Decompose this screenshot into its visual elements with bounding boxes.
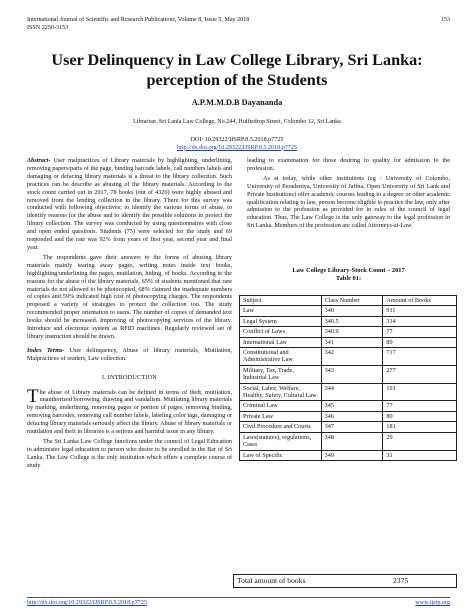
table-row	[240, 306, 457, 316]
author-name: A.P.M.M.D.B Dayananda	[191, 98, 283, 107]
index-terms-text: User delinquency, Abuse of library materials, Mutilation, Malpractices of readers, Law collection.	[27, 346, 233, 362]
table-title: Law College Library-Stock Count – 2017	[292, 267, 405, 274]
table-row	[240, 337, 457, 347]
cell-amount: 911	[383, 306, 457, 316]
cell-amount: 77	[383, 327, 457, 337]
intro-paragraph-1: The abuse of Library materials can be defined in terms of theft, mutilation, unauthorized borrowing, drawing and vandalism. Mutilating library materials by marking, underlining, removing pages or portion of pages, removing binding, removing barcodes, removing call number labels, labeling color tags, damaging or defacing library materials seriously affect the library. Abuse of library materials or mutilation and theft in libraries is a serious and harmful issue in any library.	[27, 385, 232, 436]
cell-class-number: 342	[321, 348, 383, 366]
intro-paragraph-2: The Sri Lanka Law College functions under the council of Legal Education to administer legal education to person who desire to be enrolled in the Bar of Sri Lanka. The Law College is the only institution which offers a complete course of study	[27, 438, 232, 469]
abstract-paragraph-2: The respondents gave their answers to the forms of abusing library materials mainly tearing away pages, writing notes inside text books, highlighting/underlining the pages, mutilation, hiding, of books. According to the reasons for the abuse of the library materials, 65% of students mentioned that rare materials do not allowed to be photocopied, 68% claimed the inadequate numbers of copies and 59% indicated high cost of photocopying charges. The respondents proposed a variety of strategies to protect the collection too. The study recommended proper orientation to users. The number of copies of demanded text books should be increased. Improving of photocopying services of the library. Introduce and electronic system as RFID machines. Regularly reviewed set of library instruction should be drawn.	[27, 253, 232, 340]
cell-class-number: 344	[321, 383, 383, 401]
cell-amount: 77	[383, 401, 457, 411]
cell-class-number: 343	[321, 365, 383, 383]
doi-link[interactable]: http://dx.doi.org/10.29322/IJSRP.8.5.2018.p7725	[177, 144, 297, 151]
table-row	[240, 348, 457, 366]
cell-subject: Civil Procedure and Courts	[240, 422, 322, 432]
table-row	[240, 327, 457, 337]
abstract-text: User malpractices of Library materials by highlighting, underlining, removing papers/parts of the page, binding barcode labels, call numbers labels and damaging or defacing library materials is a threat to the library collection. Such practices can be describe as abusing of the library materials. According to the stock count carried out in 2017, 78 books (out of 4320) were highly abused and removed from the lending collection in the library. There for this survey was conducted with following objectives; to identify the various forms of abuse, to identify reasons for the abuse and to identify the possible solutions to protect the library collection. The survey was conducted by using questionnaires with close and open ended questions. Students (75) were selected for the study and 69 responded and the rate was 92% from years of first year, second year and final year.	[27, 157, 232, 251]
journal-name: International Journal of Scientific and Research Publications, Volume 8, Issue 5, May 2018	[27, 17, 250, 23]
cell-subject: Laws(statutes), regulations, Cases	[240, 432, 322, 450]
table-row	[240, 450, 457, 460]
introduction-heading: I. INTRODUCTION	[102, 373, 157, 381]
total-row	[233, 574, 457, 588]
cell-subject: Social, Labor, Welfare, Healthy, Safety, Cultural Law	[240, 383, 322, 401]
cell-class-number: 348	[321, 432, 383, 450]
cell-subject: Law	[240, 306, 322, 316]
table-row	[240, 411, 457, 421]
right-paragraph-2: As at today, while other institutions (eg : University of Colombo, University of Peradeniya, University of Jaffna, Open University of Sri Lank and Private Institutions) offer academic courses leading to a degree or other academic qualification relating to law, person become eligible to practice the law, only after admission to the profession as provided for in rules of the council of legal education. Thus, The Law College is the only gateway to the legal profession in Sri Lanka. Members of the profession are called Attorneys-at-Law.	[247, 174, 450, 230]
cell-class-number: 340	[321, 306, 383, 316]
cell-amount: 80	[383, 411, 457, 421]
table-row	[240, 422, 457, 432]
cell-subject: Criminal Law	[240, 401, 322, 411]
cell-amount: 181	[383, 422, 457, 432]
total-label: Total amount of books	[237, 576, 306, 585]
table-caption	[247, 267, 450, 283]
table-row	[240, 383, 457, 401]
header-class-number: Class Number	[321, 296, 383, 306]
cell-class-number: 346	[321, 411, 383, 421]
page-number: 153	[440, 17, 450, 23]
doi-block	[0, 137, 474, 152]
table-row	[240, 432, 457, 450]
cell-subject: Legal System	[240, 316, 322, 326]
cell-class-number: 340.5	[321, 316, 383, 326]
header-subject: Subject	[240, 296, 322, 306]
cell-class-number: 341	[321, 337, 383, 347]
journal-header	[27, 17, 249, 32]
author-affiliation: Librarian. Sri Lanla Law College, No.244, Hulftsdrop Street, Colombo 12, Sri Lanka	[133, 119, 341, 125]
table-row	[240, 365, 457, 383]
cell-amount: 717	[383, 348, 457, 366]
cell-subject: International Law	[240, 337, 322, 347]
cell-amount: 31	[383, 450, 457, 460]
left-column	[27, 157, 232, 472]
cell-amount: 89	[383, 337, 457, 347]
cell-subject: Law of Specific	[240, 450, 322, 460]
cell-subject: Constitutional and Administrative Law	[240, 348, 322, 366]
abstract-paragraph	[27, 157, 232, 252]
cell-class-number: 345	[321, 401, 383, 411]
cell-amount: 314	[383, 316, 457, 326]
table-header-row	[240, 296, 457, 306]
doi-line: DOI: 10.29322/IJSRP.8.5.2018.p7725	[190, 137, 284, 143]
table-subtitle: Table 01:	[335, 274, 362, 282]
total-value: 2375	[393, 576, 409, 585]
paper-title: User Delinquency in Law College Library, Sri Lanka: perception of the Students	[51, 51, 423, 89]
table-row	[240, 401, 457, 411]
footer-divider	[27, 597, 450, 598]
issn: ISSN 2250-3153	[27, 24, 69, 31]
cell-class-number: 340.9	[321, 327, 383, 337]
right-paragraph-1: leading to examination for those desiring to quality for admission to the profession.	[247, 157, 450, 172]
index-terms-paragraph	[27, 347, 232, 363]
abstract-label: Abstract-	[27, 157, 51, 164]
header-amount: Amount of Books	[383, 296, 457, 306]
footer-doi-link[interactable]: http://dx.doi.org/10.29322/IJSRP.8.5.2018.p7725	[27, 600, 147, 606]
cell-subject: Military, Tax, Trade, Industrial Law	[240, 365, 322, 383]
table-row	[240, 316, 457, 326]
stock-count-table	[239, 295, 457, 461]
cell-class-number: 349	[321, 450, 383, 460]
right-column	[247, 157, 450, 232]
cell-class-number: 347	[321, 422, 383, 432]
cell-amount: 191	[383, 383, 457, 401]
index-terms-label: Index Terms-	[27, 346, 65, 354]
cell-subject: Conflict of Laws	[240, 327, 322, 337]
cell-subject: Private Law	[240, 411, 322, 421]
cell-amount: 29	[383, 432, 457, 450]
cell-amount: 277	[383, 365, 457, 383]
footer-site-link[interactable]: www.ijsrp.org	[415, 600, 450, 606]
